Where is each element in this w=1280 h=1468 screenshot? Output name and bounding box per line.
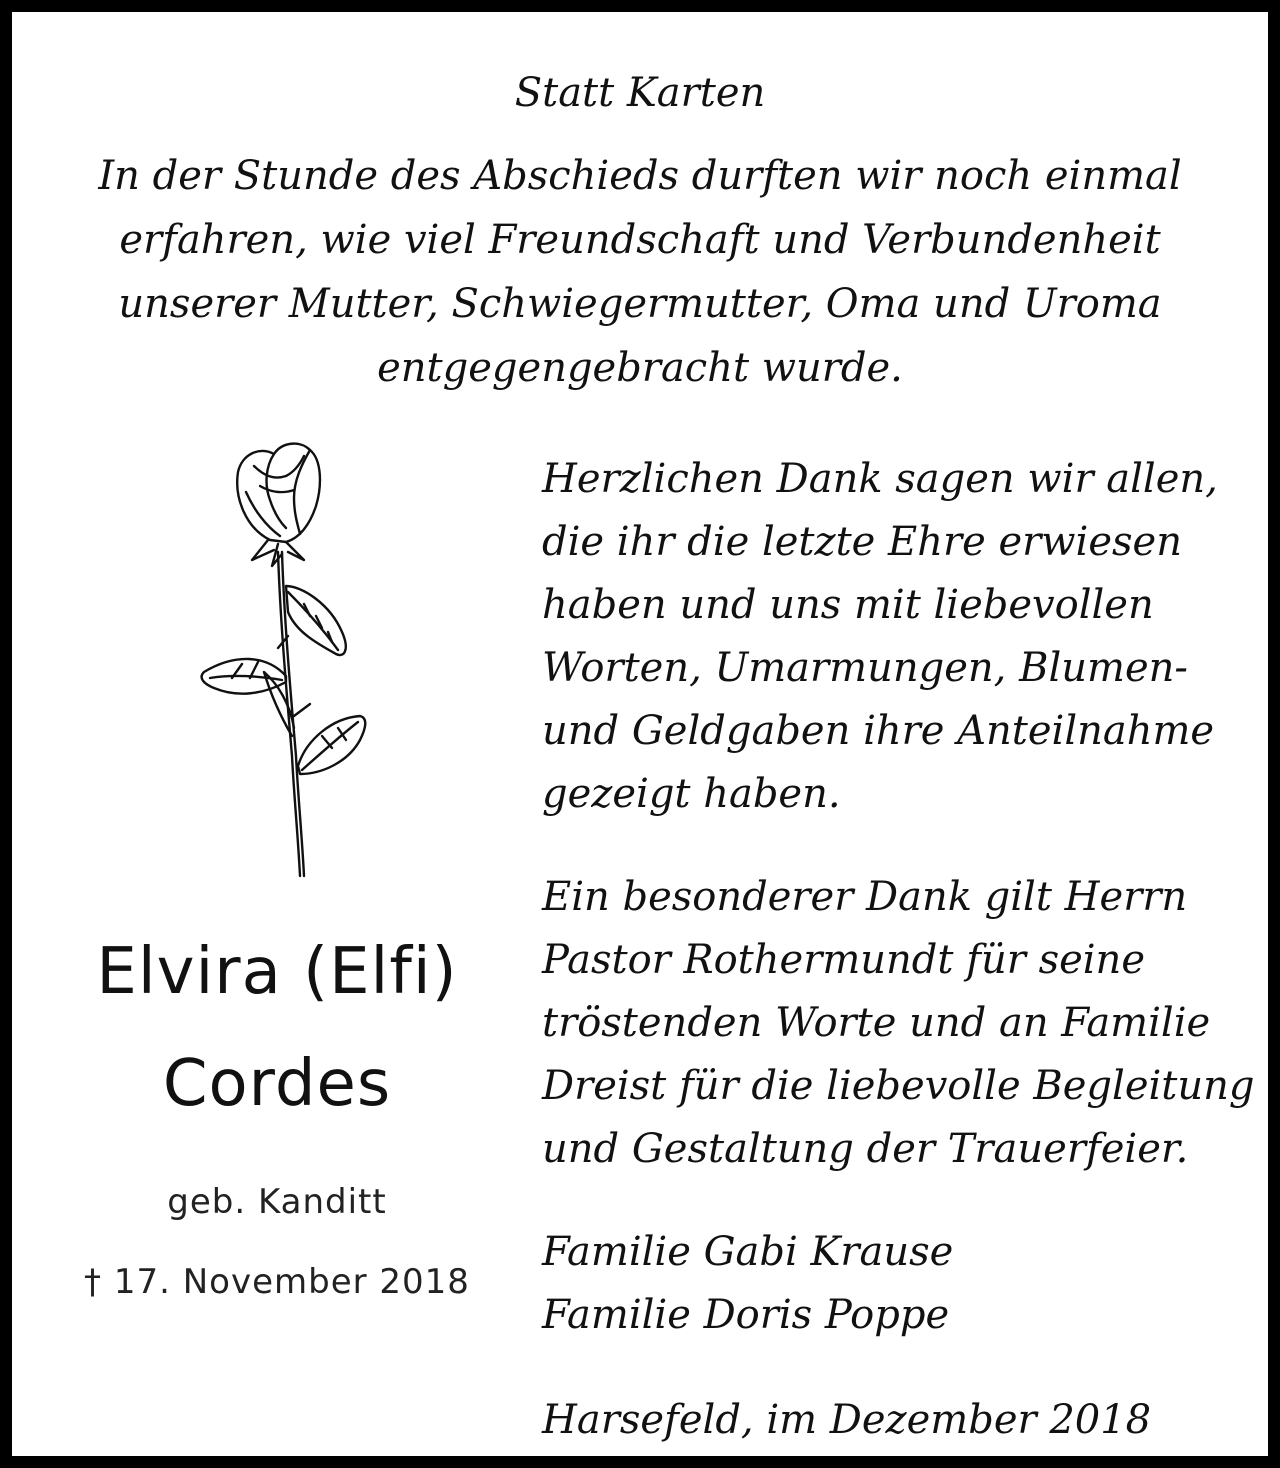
deceased-name-first: Elvira (Elfi) (96, 935, 458, 1009)
place-date-line: Harsefeld, im Dezember 2018 (542, 1397, 1152, 1443)
special-thanks-line: tröstenden Worte und an Familie (542, 1000, 1211, 1046)
special-thanks-line: Pastor Rothermundt für seine (542, 937, 1145, 983)
birth-name: geb. Kanditt (167, 1182, 387, 1222)
thanks-paragraph (542, 448, 1242, 826)
deceased-block (22, 932, 532, 1304)
thanks-line: die ihr die letzte Ehre erwiesen (542, 519, 1182, 565)
intro-line: unserer Mutter, Schwiegermutter, Oma und Uroma (118, 281, 1162, 327)
special-thanks-line: Dreist für die liebevolle Begleitung (542, 1063, 1255, 1109)
intro-line: entgegengebracht wurde. (377, 345, 903, 391)
signatures (542, 1221, 1242, 1347)
intro-line: erfahren, wie viel Freundschaft und Verbundenheit (119, 217, 1161, 263)
special-thanks-line: Ein besonderer Dank gilt Herrn (542, 874, 1188, 920)
deceased-name-last: Cordes (162, 1047, 392, 1121)
thanks-line: haben und uns mit liebevollen (542, 582, 1154, 628)
special-thanks-line: und Gestaltung der Trauerfeier. (542, 1126, 1189, 1172)
thanks-column (542, 448, 1255, 1452)
thanks-line: Herzlichen Dank sagen wir allen, (542, 456, 1218, 502)
thanks-line: Worten, Umarmungen, Blumen- (542, 645, 1188, 691)
signature-line: Familie Gabi Krause (542, 1229, 954, 1275)
intro-line: In der Stunde des Abschieds durften wir noch einmal (98, 153, 1182, 199)
thanks-line: gezeigt haben. (542, 771, 841, 817)
signature-line: Familie Doris Poppe (542, 1292, 950, 1338)
rose-icon (182, 436, 382, 886)
header-text: Statt Karten (514, 70, 766, 116)
intro-paragraph (72, 144, 1208, 400)
death-date: † 17. November 2018 (84, 1262, 470, 1302)
thanks-line: und Geldgaben ihre Anteilnahme (542, 708, 1215, 754)
special-thanks-paragraph (542, 866, 1255, 1181)
place-date (542, 1389, 1242, 1452)
